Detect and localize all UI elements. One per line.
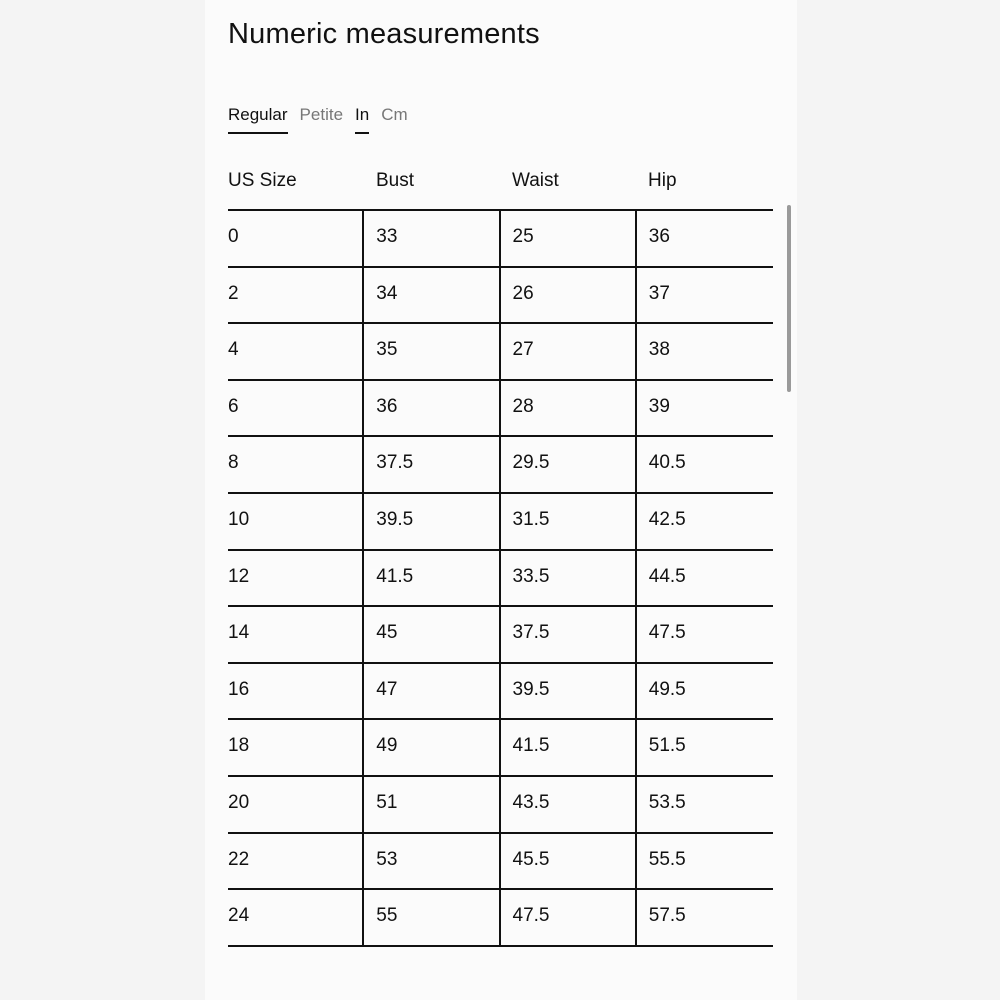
cell-us-size: 12: [228, 551, 364, 606]
table-row: [228, 607, 773, 664]
cell-bust: 45: [364, 607, 500, 662]
cell-hip: 40.5: [648, 452, 686, 474]
cell-us-size: 10: [228, 494, 364, 549]
cell-waist: 41.5: [501, 720, 637, 775]
cell-bust: 36: [364, 381, 500, 436]
cell-us-size: 24: [228, 890, 364, 945]
tab-inches[interactable]: In: [355, 104, 369, 134]
cell-bust: 53: [364, 834, 500, 889]
table-row: [228, 890, 773, 947]
cell-us-size: 20: [228, 777, 364, 832]
cell-us-size: 6: [228, 381, 364, 436]
cell-hip: 47.5: [648, 622, 686, 644]
cell-hip: 49.5: [648, 678, 686, 700]
table-row: [228, 834, 773, 891]
cell-waist: 47.5: [501, 890, 637, 945]
scrollbar[interactable]: [787, 205, 791, 392]
cell-bust: 47: [364, 664, 500, 719]
page-title: Numeric measurements: [228, 18, 540, 50]
cell-bust: 37.5: [364, 437, 500, 492]
cell-hip: 37: [648, 282, 670, 304]
cell-us-size: 8: [228, 437, 364, 492]
table-header: [228, 155, 773, 211]
cell-waist: 28: [501, 381, 637, 436]
cell-hip: 44.5: [648, 565, 686, 587]
cell-waist: 37.5: [501, 607, 637, 662]
cell-bust: 34: [364, 268, 500, 323]
measurements-table: [228, 155, 773, 947]
header-hip: Hip: [648, 170, 677, 191]
cell-bust: 35: [364, 324, 500, 379]
table-row: [228, 664, 773, 721]
tab-centimeters[interactable]: Cm: [381, 105, 408, 124]
cell-waist: 45.5: [501, 834, 637, 889]
table-row: [228, 268, 773, 325]
cell-hip: 39: [648, 395, 670, 417]
header-us-size: US Size: [228, 170, 297, 191]
cell-bust: 41.5: [364, 551, 500, 606]
table-row: [228, 381, 773, 438]
cell-bust: 33: [364, 211, 500, 266]
cell-bust: 49: [364, 720, 500, 775]
tab-regular[interactable]: Regular: [228, 104, 288, 134]
cell-waist: 39.5: [501, 664, 637, 719]
cell-bust: 39.5: [364, 494, 500, 549]
table-row: [228, 777, 773, 834]
cell-hip: 36: [648, 226, 670, 247]
cell-hip: 42.5: [648, 508, 686, 530]
cell-hip: 38: [648, 339, 670, 361]
cell-waist: 31.5: [501, 494, 637, 549]
cell-us-size: 16: [228, 664, 364, 719]
cell-bust: 55: [364, 890, 500, 945]
table-row: [228, 494, 773, 551]
cell-us-size: 22: [228, 834, 364, 889]
table-row: [228, 437, 773, 494]
cell-us-size: 4: [228, 324, 364, 379]
cell-waist: 26: [501, 268, 637, 323]
cell-waist: 43.5: [501, 777, 637, 832]
size-tabs: [228, 104, 420, 134]
cell-hip: 51.5: [648, 735, 686, 757]
table-row: [228, 324, 773, 381]
cell-hip: 53.5: [648, 791, 686, 813]
cell-us-size: 2: [228, 268, 364, 323]
cell-waist: 25: [501, 211, 637, 266]
cell-us-size: 14: [228, 607, 364, 662]
header-bust: Bust: [376, 170, 415, 191]
cell-waist: 27: [501, 324, 637, 379]
cell-hip: 57.5: [648, 905, 686, 927]
table-body: [228, 211, 773, 947]
cell-waist: 29.5: [501, 437, 637, 492]
header-waist: Waist: [512, 170, 559, 191]
cell-bust: 51: [364, 777, 500, 832]
cell-hip: 55.5: [648, 848, 686, 870]
cell-us-size: 18: [228, 720, 364, 775]
table-row: [228, 720, 773, 777]
table-row: [228, 551, 773, 608]
tab-petite[interactable]: Petite: [299, 105, 344, 124]
table-row: [228, 211, 773, 268]
cell-waist: 33.5: [501, 551, 637, 606]
cell-us-size: 0: [228, 211, 364, 266]
